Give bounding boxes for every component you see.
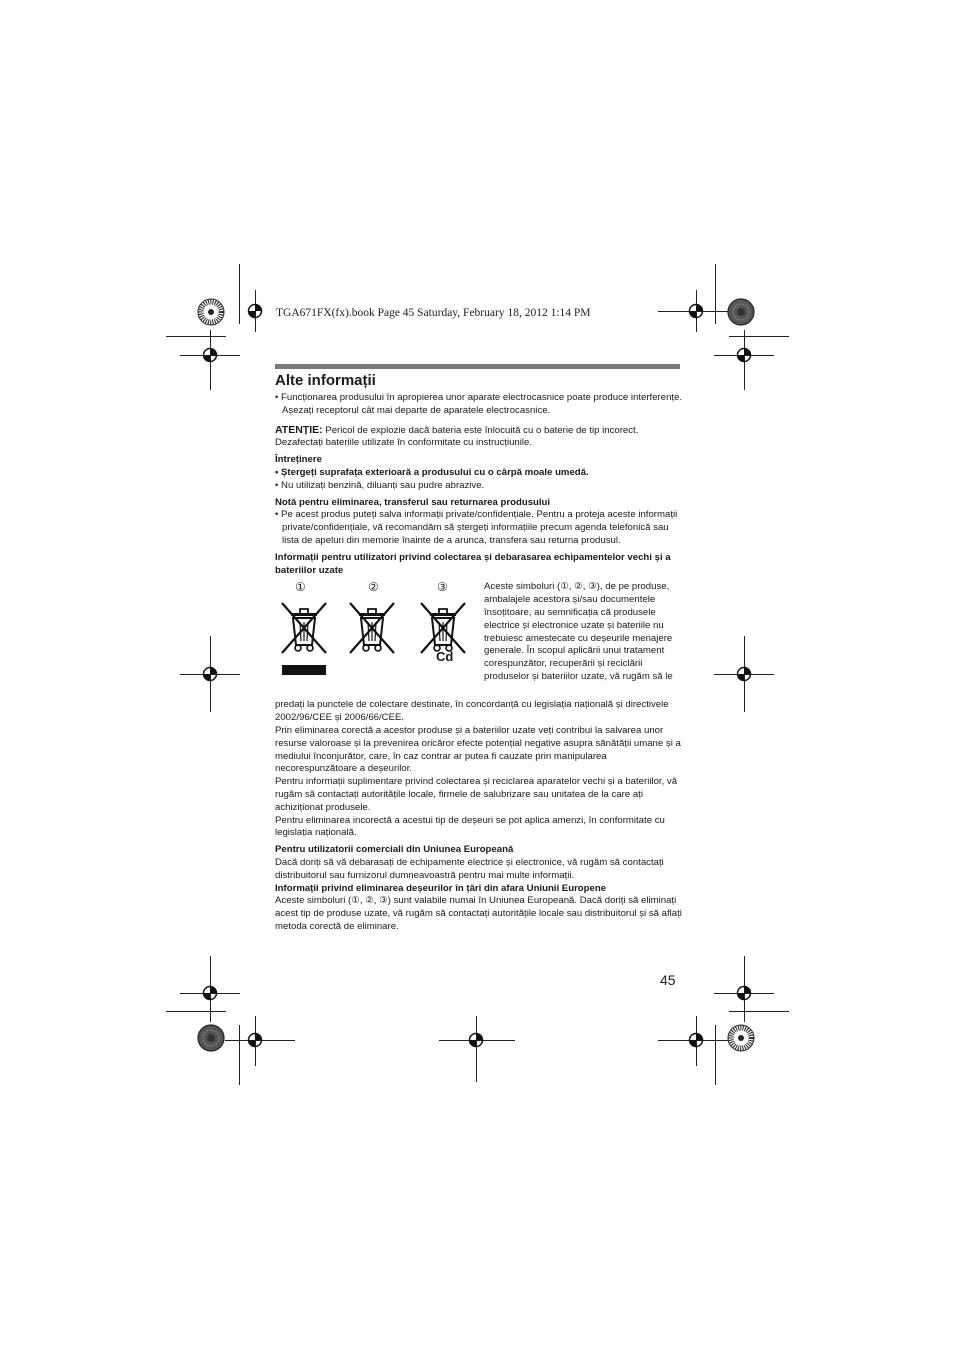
maintenance-heading: Întreținere <box>275 454 322 466</box>
crosshair-icon <box>204 987 217 1000</box>
crossed-bin-with-bar-icon <box>282 603 326 653</box>
crosshair-icon <box>738 668 751 681</box>
crosshair-icon <box>249 1034 262 1047</box>
section-title: Alte informații <box>275 372 376 389</box>
cd-label: Cd <box>436 649 454 665</box>
weee-paragraph: predați la punctele de colectare destinate, în concordanță cu legislația națională și directivele 2002/96/CEE și 2006/66/CEE. <box>275 699 669 724</box>
attention-label: ATENȚIE: <box>275 423 323 436</box>
weee-paragraph: Pentru eliminarea incorectă a acestui tip de deșeuri se pot aplica amenzi, în conformitate cu legislația națională. <box>275 814 665 839</box>
eu-business-text: Dacă doriți să vă debarasați de echipamente electrice și electronice, vă rugăm să contactați distribuitorul sau furnizorul dumneavoastră pentru mai multe informații. <box>275 856 664 881</box>
crossed-bin-icons <box>275 595 480 690</box>
crosshair-icon <box>249 305 262 318</box>
crosshair-icon <box>204 668 217 681</box>
page-content <box>275 392 683 934</box>
disposal-note-heading: Notă pentru eliminarea, transferul sau returnarea produsului <box>275 496 551 508</box>
crosshair-icon <box>690 1034 703 1047</box>
registration-target-icon <box>198 1025 224 1051</box>
non-eu-text: Aceste simboluri (①, ②, ③) sunt valabile numai în Uniunea Europeană. Dacă doriți să eliminați acest tip de produse uzate, vă rugăm să contactați autoritățile locale sau distribuitorul și să aflați metoda corectă de eliminare. <box>275 895 682 932</box>
weee-figure-row <box>275 581 683 699</box>
weee-heading: Informații pentru utilizatori privind colectarea și debarasarea echipamentelor vechi și a bateriilor uzate <box>275 551 671 576</box>
page-number: 45 <box>660 972 676 988</box>
crosshair-icon <box>690 305 703 318</box>
non-eu-heading: Informații privind eliminarea deșeurilor în țări din afara Uniunii Europene <box>275 882 607 894</box>
crosshair-icon <box>470 1034 483 1047</box>
solid-bar-icon <box>282 665 326 675</box>
registration-target-icon <box>198 299 224 325</box>
attention-text: Pericol de explozie dacă bateria este înlocuită cu o baterie de tip incorect. Dezafectați bateriile utilizate în conformitate cu instrucțiunile. <box>275 424 639 449</box>
symbol-number: ③ <box>437 580 448 595</box>
registration-target-icon <box>728 299 754 325</box>
maintenance-bullet: • Ștergeți suprafața exterioară a produsului cu o cârpă moale umedă. <box>275 466 589 478</box>
symbol-number: ② <box>368 580 379 595</box>
weee-side-text: Aceste simboluri (①, ②, ③), de pe produse, ambalajele acestora și/sau documentele însoțitoare, au semnificația că produsele electrice și electronice uzate și bateriile nu trebuiesc amestecate cu deșeurile menajere generale. În scopul aplicării unui tratament corespunzător, recuperării și reciclării produselor și bateriilor uzate, vă rugăm să le <box>484 581 673 682</box>
eu-business-heading: Pentru utilizatorii comerciali din Uniunea Europeană <box>275 844 514 856</box>
crosshair-icon <box>204 349 217 362</box>
intro-bullet: • Funcționarea produsului în apropierea unor aparate electrocasnice poate produce interferențe. Așezați receptorul cât mai departe de aparatele electrocasnice. <box>275 392 683 416</box>
crossed-bin-cd-icon <box>421 603 465 653</box>
registration-target-icon <box>728 1025 754 1051</box>
maintenance-bullet: • Nu utilizați benzină, diluanți sau pudre abrazive. <box>275 479 485 491</box>
attention-paragraph <box>275 424 683 451</box>
crosshair-icon <box>738 987 751 1000</box>
crossed-bin-icon <box>350 603 394 653</box>
weee-symbols <box>275 581 480 693</box>
disposal-note-bullet: • Pe acest produs puteți salva informații private/confidențiale. Pentru a proteja aceste informații private/confidențiale, vă recomandăm să ștergeți informațiile precum agenda telefonică sau lista de apeluri din memorie înainte de a arunca, transfera sau returna produsul. <box>275 509 678 546</box>
section-rule <box>275 364 680 369</box>
weee-paragraph: Pentru informații suplimentare privind colectarea și reciclarea aparatelor vechi și a bateriilor, vă rugăm să contactați autoritățile locale, firmele de salubrizare sau unitatea de la care ați achiziționat produsele. <box>275 776 678 813</box>
crosshair-icon <box>738 349 751 362</box>
symbol-number: ① <box>295 580 306 595</box>
book-header: TGA671FX(fx).book Page 45 Saturday, February 18, 2012 1:14 PM <box>276 307 591 319</box>
weee-paragraph: Prin eliminarea corectă a acestor produse și a bateriilor uzate veți contribui la salvarea unor resurse valoroase și la prevenirea oricăror efecte potențial negative asupra sănătății umane și a mediului înconjurător, care, în caz contrar ar putea fi cauzate prin manipularea necorespunzătoare a deșeurilor. <box>275 724 681 775</box>
